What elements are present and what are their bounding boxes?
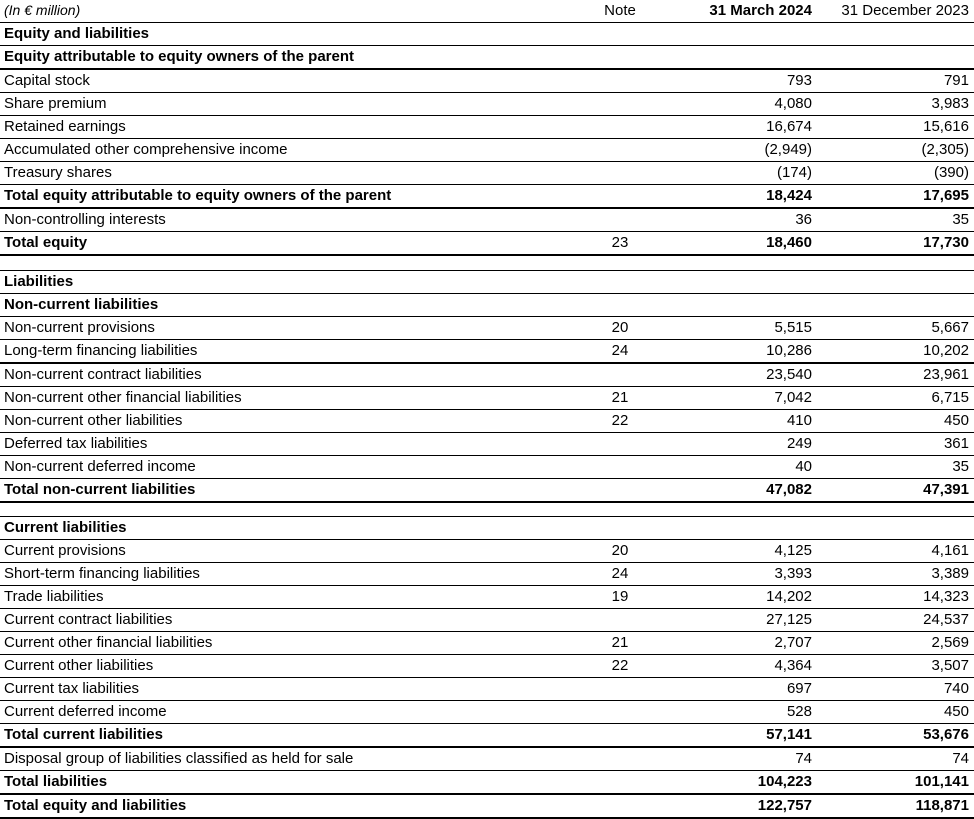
table-row: [0, 455, 974, 478]
value-prior-period: (390): [812, 162, 974, 185]
value-current-period: 40: [662, 455, 812, 478]
value-prior-period: 450: [812, 701, 974, 724]
table-row: [0, 116, 974, 139]
column-header-prior-period: 31 December 2023: [812, 0, 974, 23]
value-current-period: 57,141: [662, 724, 812, 748]
value-prior-period: 14,323: [812, 586, 974, 609]
table-row: [0, 655, 974, 678]
table-row: [0, 771, 974, 795]
value-current-period: (2,949): [662, 139, 812, 162]
table-row: [0, 586, 974, 609]
value-current-period: 3,393: [662, 563, 812, 586]
note-cell: 21: [578, 632, 662, 655]
value-current-period: 528: [662, 701, 812, 724]
value-prior-period: [812, 23, 974, 46]
row-label: Total equity: [0, 232, 578, 256]
note-cell: [578, 363, 662, 387]
note-cell: [578, 771, 662, 795]
value-current-period: 2,707: [662, 632, 812, 655]
value-prior-period: 53,676: [812, 724, 974, 748]
value-prior-period: 3,389: [812, 563, 974, 586]
value-current-period: [662, 23, 812, 46]
note-cell: [578, 270, 662, 293]
table-row: [0, 794, 974, 818]
note-cell: [578, 701, 662, 724]
row-label: Non-current liabilities: [0, 293, 578, 316]
note-cell: [578, 724, 662, 748]
value-prior-period: 3,507: [812, 655, 974, 678]
table-row: [0, 609, 974, 632]
spacer-row: [0, 255, 974, 270]
row-label: Long-term financing liabilities: [0, 339, 578, 363]
table-row: [0, 23, 974, 46]
value-current-period: 16,674: [662, 116, 812, 139]
value-current-period: 47,082: [662, 478, 812, 502]
value-current-period: 23,540: [662, 363, 812, 387]
note-cell: [578, 162, 662, 185]
note-cell: 19: [578, 586, 662, 609]
row-label: Capital stock: [0, 69, 578, 93]
value-prior-period: [812, 46, 974, 70]
table-row: [0, 69, 974, 93]
value-prior-period: [812, 293, 974, 316]
value-prior-period: 791: [812, 69, 974, 93]
value-current-period: 7,042: [662, 386, 812, 409]
value-current-period: 27,125: [662, 609, 812, 632]
note-cell: 24: [578, 339, 662, 363]
note-cell: [578, 794, 662, 818]
table-header-row: [0, 0, 974, 23]
value-current-period: 410: [662, 409, 812, 432]
row-label: Equity and liabilities: [0, 23, 578, 46]
row-label: Total non-current liabilities: [0, 478, 578, 502]
value-prior-period: 35: [812, 208, 974, 232]
table-row: [0, 162, 974, 185]
note-cell: [578, 116, 662, 139]
note-cell: 24: [578, 563, 662, 586]
note-cell: [578, 185, 662, 209]
value-prior-period: 17,695: [812, 185, 974, 209]
row-label: Total current liabilities: [0, 724, 578, 748]
note-cell: [578, 69, 662, 93]
table-body: [0, 23, 974, 819]
row-label: Share premium: [0, 93, 578, 116]
value-current-period: 4,125: [662, 540, 812, 563]
value-current-period: 5,515: [662, 316, 812, 339]
value-prior-period: 6,715: [812, 386, 974, 409]
row-label: Non-current provisions: [0, 316, 578, 339]
table-row: [0, 563, 974, 586]
row-label: Current provisions: [0, 540, 578, 563]
row-label: Current liabilities: [0, 517, 578, 540]
value-prior-period: 47,391: [812, 478, 974, 502]
spacer-row: [0, 502, 974, 517]
note-cell: 23: [578, 232, 662, 256]
value-prior-period: 17,730: [812, 232, 974, 256]
row-label: Non-current deferred income: [0, 455, 578, 478]
row-label: Current contract liabilities: [0, 609, 578, 632]
table-row: [0, 540, 974, 563]
table-row: [0, 316, 974, 339]
value-prior-period: 118,871: [812, 794, 974, 818]
note-cell: 22: [578, 409, 662, 432]
table-row: [0, 747, 974, 771]
value-prior-period: 74: [812, 747, 974, 771]
row-label: Non-controlling interests: [0, 208, 578, 232]
note-cell: [578, 678, 662, 701]
note-cell: 22: [578, 655, 662, 678]
unit-label: (In € million): [0, 0, 578, 23]
value-prior-period: 3,983: [812, 93, 974, 116]
table-row: [0, 478, 974, 502]
value-current-period: 793: [662, 69, 812, 93]
note-cell: 20: [578, 540, 662, 563]
note-cell: [578, 23, 662, 46]
value-current-period: [662, 270, 812, 293]
column-header-current-period: 31 March 2024: [662, 0, 812, 23]
table-row: [0, 363, 974, 387]
row-label: Current other financial liabilities: [0, 632, 578, 655]
row-label: Trade liabilities: [0, 586, 578, 609]
table-row: [0, 632, 974, 655]
row-label: Total liabilities: [0, 771, 578, 795]
table-row: [0, 293, 974, 316]
table-row: [0, 232, 974, 256]
row-label: Accumulated other comprehensive income: [0, 139, 578, 162]
note-cell: 21: [578, 386, 662, 409]
value-prior-period: 24,537: [812, 609, 974, 632]
value-prior-period: 361: [812, 432, 974, 455]
note-cell: [578, 293, 662, 316]
row-label: Deferred tax liabilities: [0, 432, 578, 455]
value-current-period: (174): [662, 162, 812, 185]
row-label: Non-current other liabilities: [0, 409, 578, 432]
spacer-cell: [0, 502, 974, 517]
note-cell: [578, 609, 662, 632]
row-label: Non-current other financial liabilities: [0, 386, 578, 409]
row-label: Current other liabilities: [0, 655, 578, 678]
row-label: Short-term financing liabilities: [0, 563, 578, 586]
value-current-period: [662, 46, 812, 70]
row-label: Liabilities: [0, 270, 578, 293]
value-current-period: 4,364: [662, 655, 812, 678]
value-prior-period: 2,569: [812, 632, 974, 655]
note-cell: [578, 93, 662, 116]
value-current-period: 18,424: [662, 185, 812, 209]
row-label: Non-current contract liabilities: [0, 363, 578, 387]
value-prior-period: 4,161: [812, 540, 974, 563]
table-row: [0, 339, 974, 363]
row-label: Disposal group of liabilities classified as held for sale: [0, 747, 578, 771]
table-row: [0, 93, 974, 116]
note-cell: [578, 517, 662, 540]
table-row: [0, 517, 974, 540]
value-prior-period: 23,961: [812, 363, 974, 387]
table-row: [0, 270, 974, 293]
table-row: [0, 208, 974, 232]
table-row: [0, 185, 974, 209]
table-row: [0, 139, 974, 162]
value-current-period: 18,460: [662, 232, 812, 256]
note-cell: [578, 478, 662, 502]
table-row: [0, 678, 974, 701]
value-current-period: [662, 517, 812, 540]
note-cell: [578, 747, 662, 771]
value-current-period: [662, 293, 812, 316]
table-row: [0, 432, 974, 455]
value-prior-period: 10,202: [812, 339, 974, 363]
value-current-period: 249: [662, 432, 812, 455]
value-current-period: 104,223: [662, 771, 812, 795]
row-label: Current deferred income: [0, 701, 578, 724]
value-prior-period: 740: [812, 678, 974, 701]
value-prior-period: (2,305): [812, 139, 974, 162]
spacer-cell: [0, 255, 974, 270]
row-label: Current tax liabilities: [0, 678, 578, 701]
value-current-period: 697: [662, 678, 812, 701]
value-current-period: 36: [662, 208, 812, 232]
value-prior-period: [812, 517, 974, 540]
value-current-period: 4,080: [662, 93, 812, 116]
table-row: [0, 724, 974, 748]
row-label: Treasury shares: [0, 162, 578, 185]
table-row: [0, 386, 974, 409]
column-header-note: Note: [578, 0, 662, 23]
note-cell: 20: [578, 316, 662, 339]
row-label: Retained earnings: [0, 116, 578, 139]
value-prior-period: 101,141: [812, 771, 974, 795]
row-label: Equity attributable to equity owners of the parent: [0, 46, 578, 70]
value-prior-period: 5,667: [812, 316, 974, 339]
table-row: [0, 46, 974, 70]
note-cell: [578, 432, 662, 455]
note-cell: [578, 208, 662, 232]
value-prior-period: 35: [812, 455, 974, 478]
note-cell: [578, 455, 662, 478]
value-prior-period: 15,616: [812, 116, 974, 139]
row-label: Total equity attributable to equity owners of the parent: [0, 185, 578, 209]
value-prior-period: [812, 270, 974, 293]
note-cell: [578, 46, 662, 70]
table-row: [0, 409, 974, 432]
value-current-period: 14,202: [662, 586, 812, 609]
note-cell: [578, 139, 662, 162]
value-current-period: 122,757: [662, 794, 812, 818]
value-prior-period: 450: [812, 409, 974, 432]
value-current-period: 10,286: [662, 339, 812, 363]
row-label: Total equity and liabilities: [0, 794, 578, 818]
table-row: [0, 701, 974, 724]
value-current-period: 74: [662, 747, 812, 771]
